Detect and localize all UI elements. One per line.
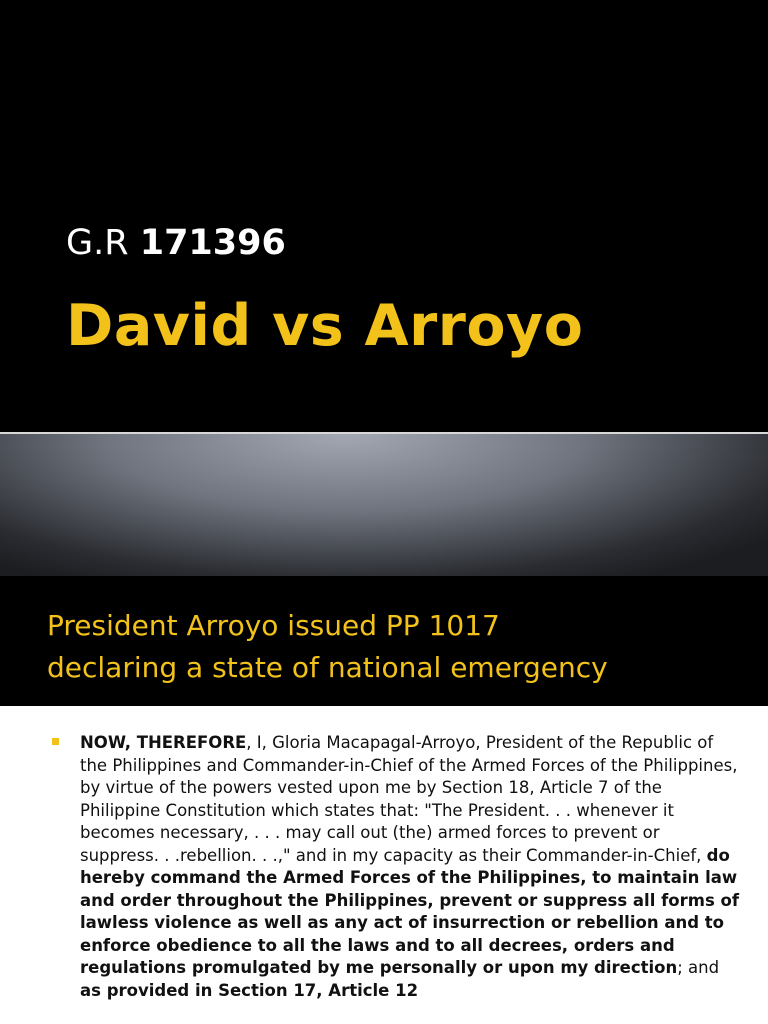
proclamation-paragraph — [80, 732, 740, 1002]
case-title: David vs Arroyo — [66, 293, 584, 359]
headline — [47, 605, 747, 689]
case-prefix: G.R — [66, 223, 129, 263]
case-number — [66, 223, 286, 263]
headline-line-2: declaring a state of national emergency — [47, 651, 608, 684]
title-slide — [0, 0, 768, 432]
square-bullet-icon — [52, 738, 59, 745]
proclamation-text-block — [52, 732, 752, 1002]
text-segment: , I, Gloria Macapagal-Arroyo, President of the Republic of the Philippines and Commander-in-Chief of the Armed Forces of the Philippines, by virtue of the powers vested upon me by Section 18, Article 7 of the Philippine Constitution which states that: "The President. . . whenever it becomes necessary, . . . may call out (the) armed forces to prevent or suppress. . .rebellion. . .," and in my capacity as their Commander-in-Chief, — [80, 733, 738, 865]
text-segment-bold: as provided in Section 17, Article 12 — [80, 980, 419, 1000]
text-segment-bold: NOW, THEREFORE — [80, 733, 247, 752]
gradient-background — [0, 434, 768, 576]
text-segment-bold: do hereby command the Armed Forces of the Philippines, to maintain law and order throughout the Philippines, prevent or suppress all forms of lawless violence as well as any act of insurrection or rebellion and to enforce obedience to all the laws and to all decrees, orders and regulations promulgated by me personally or upon my direction — [80, 845, 740, 977]
headline-line-1: President Arroyo issued PP 1017 — [47, 609, 500, 642]
text-segment: ; and — [677, 958, 720, 977]
case-number-value: 171396 — [139, 223, 286, 263]
